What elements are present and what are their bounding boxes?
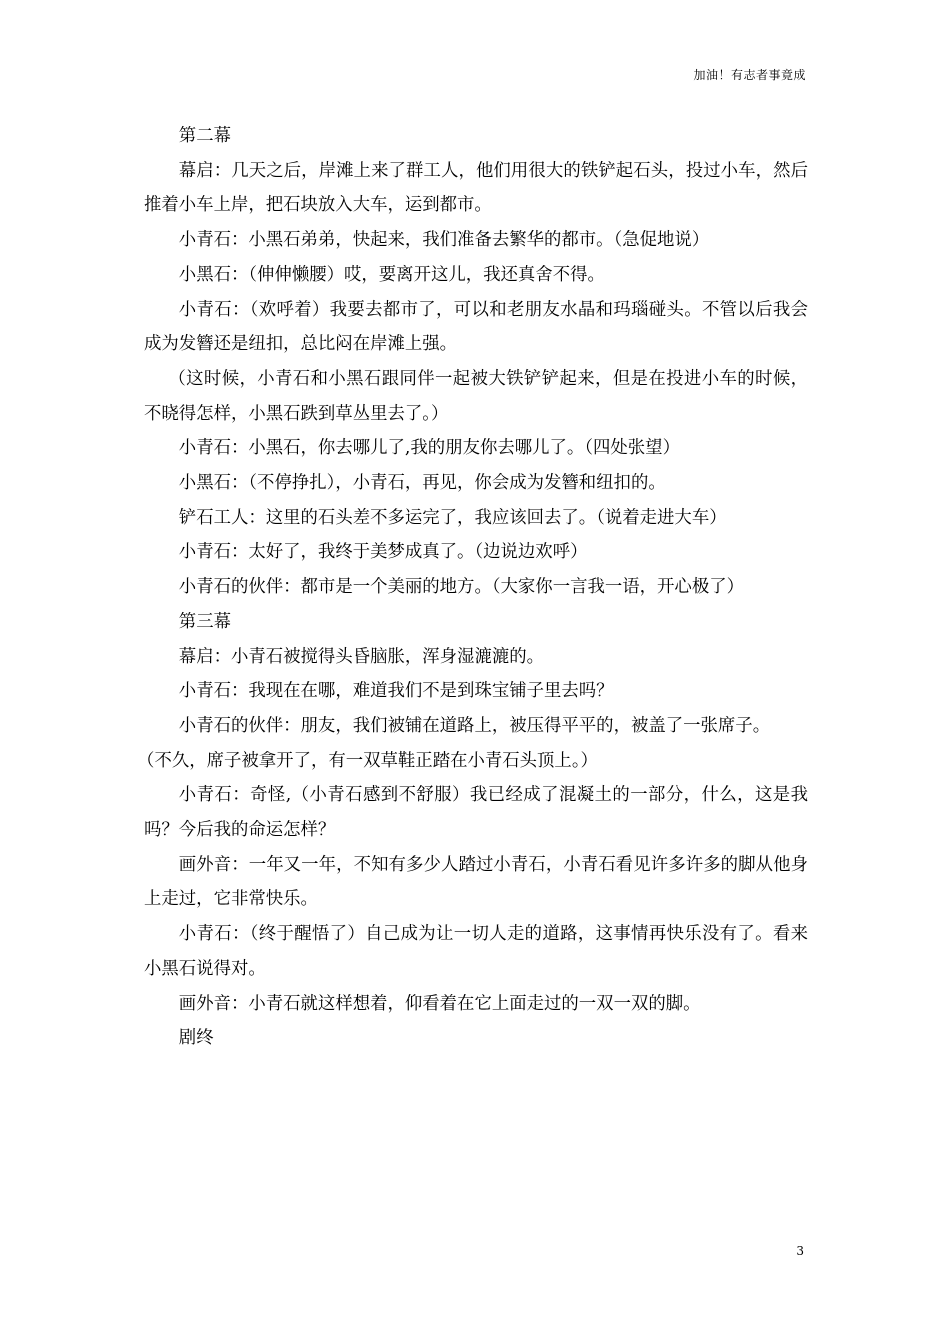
voice-over-line: 画外音：小青石就这样想着，仰看着在它上面走过的一双一双的脚。 bbox=[178, 993, 701, 1014]
dialogue-line: 小黑石：（伸伸懒腰）哎，要离开这儿，我还真舍不得。 bbox=[178, 264, 605, 285]
stage-direction: 幕启：小青石被搅得头昏脑胀，浑身湿漉漉的。 bbox=[178, 646, 545, 667]
dialogue-line: 小青石：我现在在哪，难道我们不是到珠宝铺子里去吗？ bbox=[178, 681, 614, 702]
dialogue-line: 小青石的伙伴：朋友，我们被铺在道路上，被压得平平的，被盖了一张席子。 bbox=[178, 715, 771, 736]
document-body bbox=[137, 119, 808, 1056]
dialogue-line: 小青石：奇怪,（小青石感到不舒服）我已经成了混凝土的一部分，什么，这是我吗？今后我的命运怎样？ bbox=[144, 785, 808, 841]
dialogue-line: 铲石工人：这里的石头差不多运完了，我应该回去了。（说着走进大车） bbox=[178, 507, 727, 528]
dialogue-line: 小青石的伙伴：都市是一个美丽的地方。（大家你一言我一语，开心极了） bbox=[178, 577, 744, 598]
voice-over-line: 画外音：一年又一年，不知有多少人踏过小青石，小青石看见许多许多的脚从他身上走过，它非常快乐。 bbox=[144, 854, 808, 910]
dialogue-line: 小青石：太好了，我终于美梦成真了。（边说边欢呼） bbox=[178, 542, 588, 563]
dialogue-line: 小青石：小黑石，你去哪儿了,我的朋友你去哪儿了。（四处张望） bbox=[178, 438, 680, 459]
page-number: 3 bbox=[796, 1244, 804, 1258]
stage-direction: 幕启：几天之后，岸滩上来了群工人，他们用很大的铁铲起石头，投过小车，然后推着小车上岸，把石块放入大车，运到都市。 bbox=[144, 160, 808, 216]
stage-direction: （不久，席子被拿开了，有一双草鞋正踏在小青石头顶上。） bbox=[137, 750, 598, 771]
stage-direction: （这时候，小青石和小黑石跟同伴一起被大铁铲铲起来，但是在投进小车的时候，不晓得怎样，小黑石跌到草丛里去了。） bbox=[144, 368, 808, 424]
act-title-2: 第二幕 bbox=[178, 126, 231, 146]
dialogue-line: 小青石：小黑石弟弟，快起来，我们准备去繁华的都市。（急促地说） bbox=[178, 230, 710, 251]
dialogue-line: 小青石：（终于醒悟了）自己成为让一切人走的道路，这事情再快乐没有了。看来小黑石说得对。 bbox=[144, 924, 808, 979]
play-end: 剧终 bbox=[178, 1028, 214, 1049]
dialogue-line: 小黑石：（不停挣扎），小青石，再见，你会成为发簪和纽扣的。 bbox=[178, 473, 666, 494]
act-title-3: 第三幕 bbox=[178, 611, 231, 632]
dialogue-line: 小青石：（欢呼着）我要去都市了，可以和老朋友水晶和玛瑙碰头。不管以后我会成为发簪还是纽扣，总比闷在岸滩上强。 bbox=[144, 299, 808, 355]
header-motto: 加油！有志者事竟成 bbox=[693, 68, 806, 82]
header-divider bbox=[144, 88, 806, 89]
